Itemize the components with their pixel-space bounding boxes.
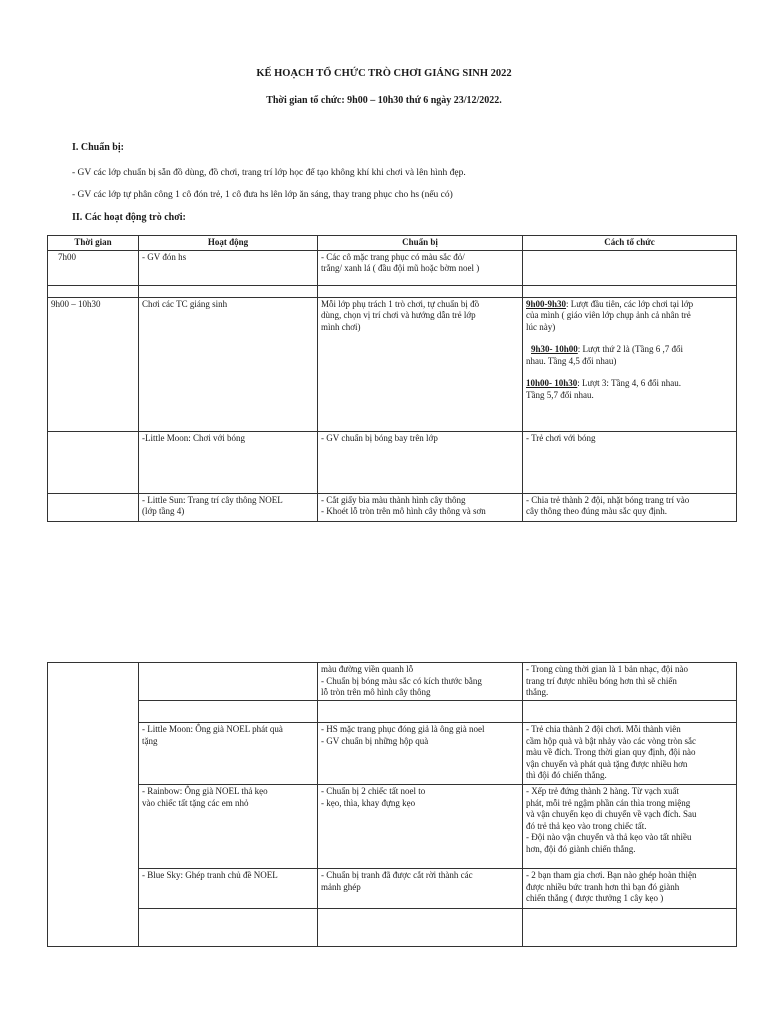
cell-organization: - Trong cùng thời gian là 1 bản nhạc, đội nào trang trí được nhiều bóng hơn thì sẽ chiến thắng.: [523, 663, 737, 701]
cell-activity: - Little Moon: Ông già NOEL phát quà tặng: [139, 723, 318, 785]
cell-organization: - Trẻ chia thành 2 đội chơi. Mỗi thành viên cầm hộp quà và bật nhảy vào các vòng tròn sắc màu về đích. Trong thời gian quy định, đội nào vận chuyển và phát quà tặng được nhiều hơn thì đội đó chiến thắng.: [523, 723, 737, 785]
cell-organization: - Trẻ chơi với bóng: [523, 431, 737, 493]
cell-organization: - Xếp trẻ đứng thành 2 hàng. Từ vạch xuất phát, mỗi trẻ ngậm phần cán thìa trong miệng và vận chuyển kẹo di chuyển về vạch đích. Sau đó trẻ thả kẹo vào trong chiếc tất. - Đội nào vận chuyển và thả kẹo vào tất nhiều hơn, đội đó giành chiến thắng.: [523, 785, 737, 869]
cell-preparation: Mỗi lớp phụ trách 1 trò chơi, tự chuẩn bị đồ dùng, chọn vị trí chơi và hướng dẫn trẻ lớp mình chơi): [318, 297, 523, 431]
cell-preparation: - Chuẩn bị 2 chiếc tất noel to - kẹo, thìa, khay đựng kẹo: [318, 785, 523, 869]
paragraph-preparation-2: - GV các lớp tự phân công 1 cô đón trẻ, 1 cô đưa hs lên lớp ăn sáng, thay trang phục cho hs (nếu có): [72, 190, 453, 200]
cell-preparation: màu đường viền quanh lỗ - Chuẩn bị bóng màu sắc có kích thước bằng lỗ tròn trên mô hình cây thông: [318, 663, 523, 701]
cell-activity: - Blue Sky: Ghép tranh chủ đề NOEL: [139, 869, 318, 909]
activities-table-part2: [47, 662, 737, 947]
header-cell-organization: Cách tổ chức: [523, 236, 737, 251]
section-heading-preparation: I. Chuẩn bị:: [72, 142, 124, 153]
cell-activity: Chơi các TC giáng sinh: [139, 297, 318, 431]
header-cell-activity: Hoạt động: [139, 236, 318, 251]
table-header-row: [48, 236, 737, 251]
cell-activity: - Rainbow: Ông già NOEL thả kẹo vào chiếc tất tặng các em nhỏ: [139, 785, 318, 869]
table-row: [48, 297, 737, 431]
table-row: [48, 663, 737, 701]
cell-preparation: - Cắt giấy bìa màu thành hình cây thông - Khoét lỗ tròn trên mô hình cây thông và sơn: [318, 493, 523, 521]
cell-activity: -Little Moon: Chơi với bóng: [139, 431, 318, 493]
cell-preparation: - Các cô mặc trang phục có màu sắc đỏ/ trắng/ xanh lá ( đầu đội mũ hoặc bờm noel ): [318, 250, 523, 285]
page-title: KẾ HOẠCH TỔ CHỨC TRÒ CHƠI GIÁNG SINH 2022: [256, 68, 512, 79]
cell-organization: [523, 250, 737, 285]
cell-activity: - GV đón hs: [139, 250, 318, 285]
activities-table-part1: [47, 235, 737, 522]
paragraph-preparation-1: - GV các lớp chuẩn bị sẵn đồ dùng, đồ chơi, trang trí lớp học để tạo không khí khi chơi và lên hình đẹp.: [72, 168, 466, 178]
page-subtitle: Thời gian tổ chức: 9h00 – 10h30 thứ 6 ngày 23/12/2022.: [266, 95, 502, 106]
cell-organization: - Chia trẻ thành 2 đội, nhặt bóng trang trí vào cây thông theo đúng màu sắc quy định.: [523, 493, 737, 521]
table-row: [48, 285, 737, 297]
cell-time: 7h00: [48, 250, 139, 285]
cell-time: 9h00 – 10h30: [48, 297, 139, 431]
table-row: [48, 493, 737, 521]
table-row: [48, 701, 737, 723]
cell-preparation: - GV chuẩn bị bóng bay trên lớp: [318, 431, 523, 493]
table-row: [48, 431, 737, 493]
table-row: [48, 909, 737, 947]
cell-preparation: - Chuẩn bị tranh đã được cắt rời thành các mảnh ghép: [318, 869, 523, 909]
header-cell-time: Thời gian: [48, 236, 139, 251]
table-row: [48, 723, 737, 785]
table-row: [48, 785, 737, 869]
cell-organization: 9h00-9h30: Lượt đầu tiên, các lớp chơi tại lớp của mình ( giáo viên lớp chụp ảnh cả nhân trẻ lúc này) 9h30- 10h00: Lượt thứ 2 là (Tầng 6 ,7 đổi nhau. Tầng 4,5 đổi nhau) 10h00- 10h30: Lượt 3: Tầng 4, 6 đổi nhau. Tầng 5,7 đổi nhau.: [523, 297, 737, 431]
section-heading-activities: II. Các hoạt động trò chơi:: [72, 212, 186, 223]
header-cell-preparation: Chuẩn bị: [318, 236, 523, 251]
table-row: [48, 869, 737, 909]
cell-activity: - Little Sun: Trang trí cây thông NOEL (lớp tầng 4): [139, 493, 318, 521]
table-row: [48, 250, 737, 285]
cell-organization: - 2 bạn tham gia chơi. Bạn nào ghép hoàn thiện được nhiều bức tranh hơn thì bạn đó giành chiến thắng ( được thưởng 1 cây kẹo ): [523, 869, 737, 909]
cell-preparation: - HS mặc trang phục đóng giả là ông già noel - GV chuẩn bị những hộp quà: [318, 723, 523, 785]
